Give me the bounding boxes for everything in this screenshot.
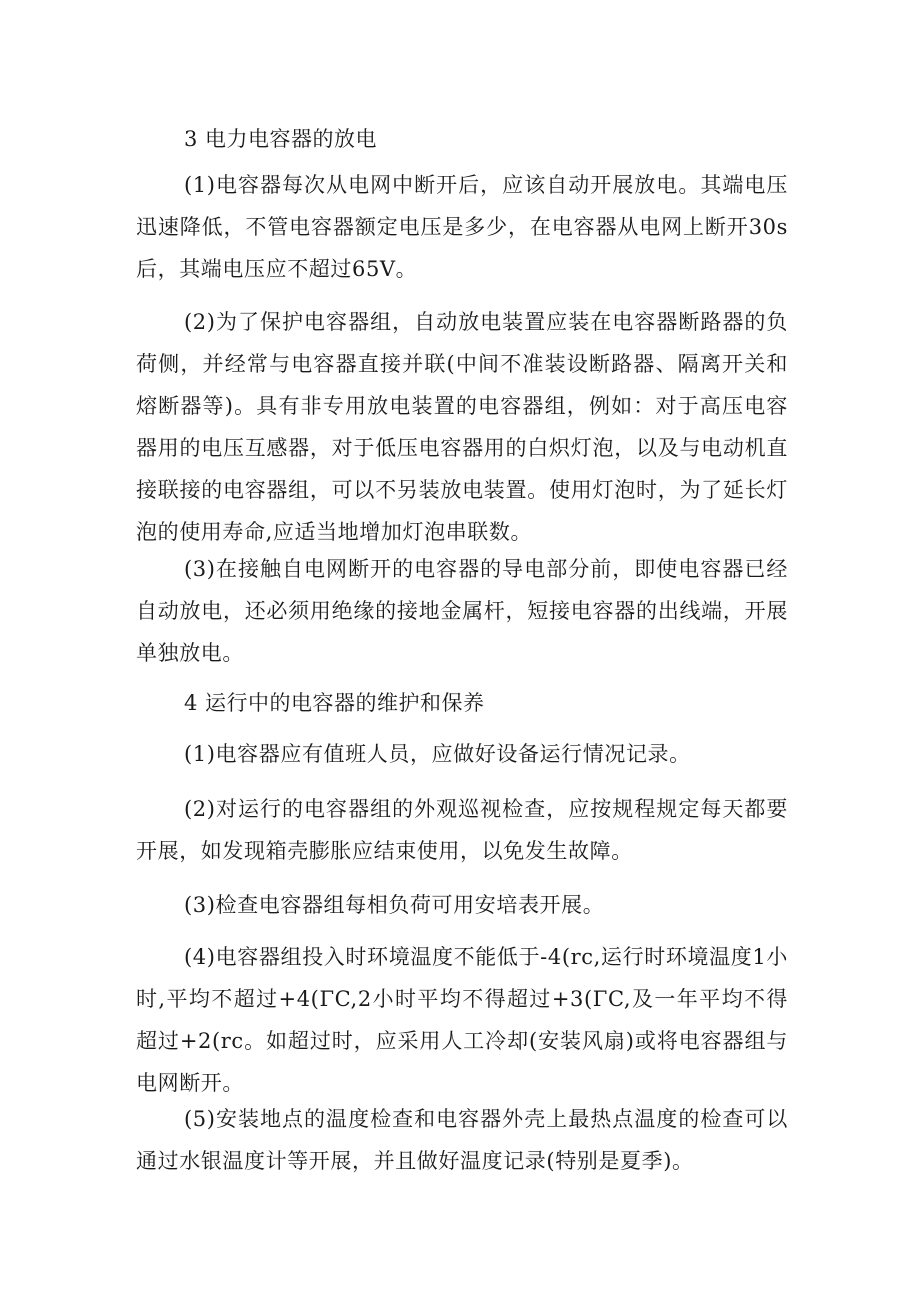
section-3-heading: 3 电力电容器的放电 xyxy=(184,127,378,151)
section-4-paragraph-3: (3)检查电容器组每相负荷可用安培表开展。 xyxy=(184,893,605,917)
section-4-paragraph-1: (1)电容器应有值班人员，应做好设备运行情况记录。 xyxy=(184,742,691,766)
section-4-paragraph-2: (2)对运行的电容器组的外观巡视检查，应按规程规定每天都要开展，如发现箱壳膨胀应结束使用，以免发生故障。 xyxy=(136,797,788,863)
section-4-paragraph-5: (5)安装地点的温度检查和电容器外壳上最热点温度的检查可以通过水银温度计等开展，并且做好温度记录(特别是夏季)。 xyxy=(136,1107,788,1173)
section-3-paragraph-3: (3)在接触自电网断开的电容器的导电部分前，即使电容器已经自动放电，还必须用绝缘的接地金属杆，短接电容器的出线端，开展单独放电。 xyxy=(136,557,788,665)
section-4-paragraph-4: (4)电容器组投入时环境温度不能低于-4(rc,运行时环境温度1小时,平均不超过+4(ΓC,2小时平均不得超过+3(ΓC,及一年平均不得超过+2(rc。如超过时，应采用人工冷却(安装风扇)或将电容器组与电网断开。 xyxy=(136,945,788,1095)
section-3-paragraph-2: (2)为了保护电容器组，自动放电装置应装在电容器断路器的负荷侧，并经常与电容器直接并联(中间不准装设断路器、隔离开关和熔断器等)。具有非专用放电装置的电容器组，例如：对于高压电容器用的电压互感器，对于低压电容器用的白炽灯泡，以及与电动机直接联接的电容器组，可以不另装放电装置。使用灯泡时，为了延长灯泡的使用寿命,应适当地增加灯泡串联数。 xyxy=(136,310,788,544)
section-3-paragraph-1: (1)电容器每次从电网中断开后，应该自动开展放电。其端电压迅速降低，不管电容器额定电压是多少，在电容器从电网上断开30s后，其端电压应不超过65V。 xyxy=(136,173,788,281)
section-4-heading: 4 运行中的电容器的维护和保养 xyxy=(184,691,485,715)
